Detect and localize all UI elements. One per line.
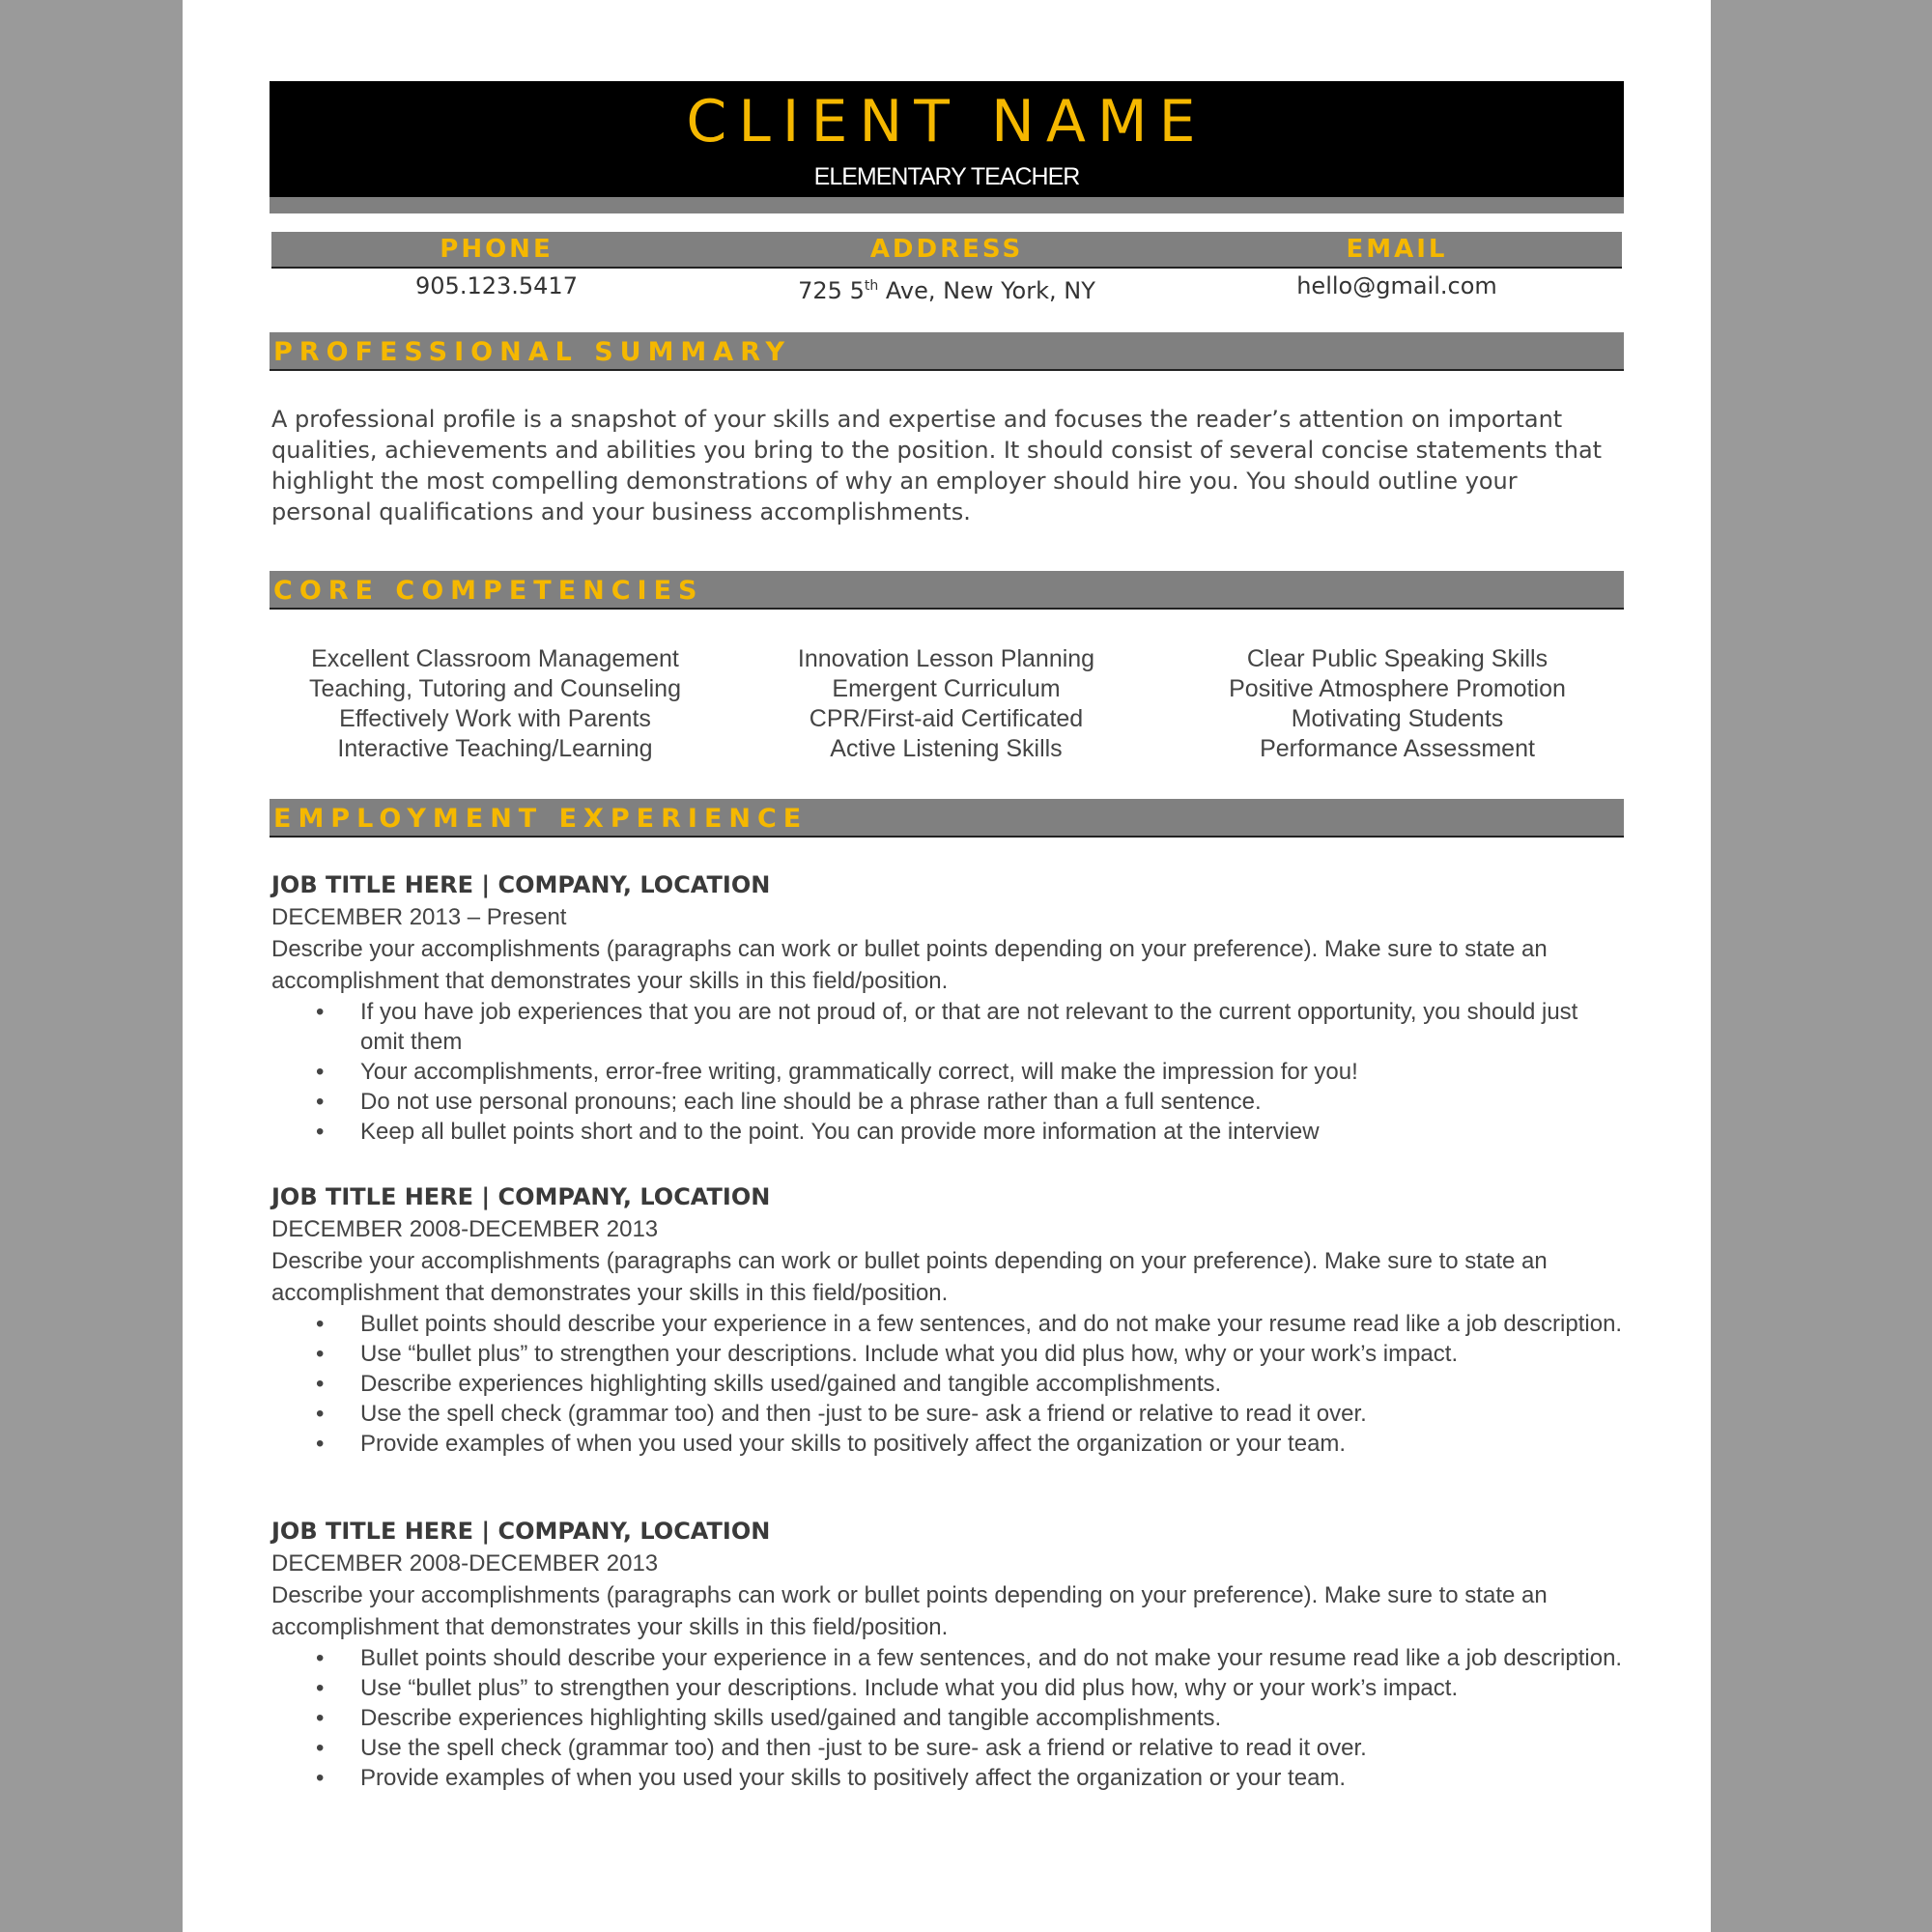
competency-item: Performance Assessment	[1260, 735, 1535, 762]
address-label: ADDRESS	[869, 235, 1024, 264]
job-entry-2	[271, 1179, 1624, 1459]
bullet-item: • Do not use personal pronouns; each line should be a phrase rather than a full sentence.	[360, 1087, 1624, 1117]
client-name: CLIENT NAME	[686, 88, 1208, 156]
competency-column	[721, 644, 1172, 764]
address-ordinal: th	[864, 278, 879, 294]
summary-text: A professional profile is a snapshot of your skills and expertise and focuses the reader’s attention on important qualities, achievements and abilities you bring to the position. It should consist of several concise statements that highlight the most compelling demonstrations of why an employer should hire you. You should outline your personal qualifications and your business accomplishments.	[271, 406, 1603, 526]
bullet-item: • Describe experiences highlighting skills used/gained and tangible accomplishments.	[360, 1703, 1624, 1733]
competency-item: Teaching, Tutoring and Counseling	[309, 675, 681, 702]
job-heading: JOB TITLE HERE | COMPANY, LOCATION	[271, 871, 771, 898]
bullet-item: • Your accomplishments, error-free writing, grammatically correct, will make the impression for you!	[360, 1057, 1624, 1087]
competencies-grid	[270, 644, 1624, 764]
competency-item: Active Listening Skills	[830, 735, 1063, 762]
section-header-summary: PROFESSIONAL SUMMARY	[270, 332, 1624, 371]
bullet-item: • Describe experiences highlighting skills used/gained and tangible accomplishments.	[360, 1369, 1624, 1399]
competency-item: Emergent Curriculum	[832, 675, 1061, 702]
competency-item: Excellent Classroom Management	[311, 645, 679, 672]
job-bullets	[271, 997, 1624, 1147]
bullet-item: • Provide examples of when you used your skills to positively affect the organization or your team.	[360, 1429, 1624, 1459]
email-value: hello@gmail.com	[1296, 272, 1497, 299]
competency-item: Positive Atmosphere Promotion	[1229, 675, 1566, 702]
job-bullets	[271, 1643, 1624, 1793]
bullet-item: • Bullet points should describe your experience in a few sentences, and do not make your resume read like a job description.	[360, 1309, 1624, 1339]
competency-item: Effectively Work with Parents	[339, 705, 651, 732]
competency-column	[1172, 644, 1623, 764]
contact-table	[271, 232, 1622, 303]
bullet-item: • Bullet points should describe your experience in a few sentences, and do not make your resume read like a job description.	[360, 1643, 1624, 1673]
competency-item: Innovation Lesson Planning	[797, 645, 1095, 672]
bullet-item: • Keep all bullet points short and to the point. You can provide more information at the interview	[360, 1117, 1624, 1147]
section-header-competencies: CORE COMPETENCIES	[270, 571, 1624, 610]
job-description: Describe your accomplishments (paragraphs can work or bullet points depending on your preference). Make sure to state an accomplishment that demonstrates your skills in this field/position.	[271, 1582, 1548, 1640]
address-value	[722, 269, 1172, 303]
job-dates: DECEMBER 2008-DECEMBER 2013	[271, 1216, 659, 1242]
bullet-item: • If you have job experiences that you are not proud of, or that are not relevant to the current opportunity, you should just omit them	[360, 997, 1624, 1057]
competency-item: Interactive Teaching/Learning	[337, 735, 653, 762]
job-description: Describe your accomplishments (paragraphs can work or bullet points depending on your preference). Make sure to state an accomplishment that demonstrates your skills in this field/position.	[271, 1248, 1548, 1306]
job-heading: JOB TITLE HERE | COMPANY, LOCATION	[271, 1518, 771, 1545]
resume-page	[183, 0, 1711, 1932]
job-title: ELEMENTARY TEACHER	[813, 163, 1080, 190]
address-number: 725 5	[798, 277, 865, 304]
bullet-item: • Use “bullet plus” to strengthen your descriptions. Include what you did plus how, why or your work’s impact.	[360, 1339, 1624, 1369]
competency-item: Clear Public Speaking Skills	[1246, 645, 1548, 672]
job-dates: DECEMBER 2008-DECEMBER 2013	[271, 1550, 659, 1577]
banner-underline	[270, 197, 1624, 213]
bullet-item: • Use the spell check (grammar too) and then -just to be sure- ask a friend or relative to read it over.	[360, 1399, 1624, 1429]
phone-value: 905.123.5417	[415, 272, 578, 299]
email-label: EMAIL	[1346, 235, 1448, 264]
address-rest: Ave, New York, NY	[878, 277, 1095, 304]
bullet-item: • Use “bullet plus” to strengthen your descriptions. Include what you did plus how, why or your work’s impact.	[360, 1673, 1624, 1703]
job-description: Describe your accomplishments (paragraphs can work or bullet points depending on your preference). Make sure to state an accomplishment that demonstrates your skills in this field/position.	[271, 936, 1548, 994]
contact-values-row	[271, 269, 1622, 303]
job-entry-3	[271, 1514, 1624, 1793]
competency-item: Motivating Students	[1291, 705, 1504, 732]
bullet-item: • Use the spell check (grammar too) and then -just to be sure- ask a friend or relative to read it over.	[360, 1733, 1624, 1763]
job-bullets	[271, 1309, 1624, 1459]
phone-label: PHONE	[440, 235, 554, 264]
job-heading: JOB TITLE HERE | COMPANY, LOCATION	[271, 1183, 771, 1210]
competency-item: CPR/First-aid Certificated	[809, 705, 1084, 732]
job-dates: DECEMBER 2013 – Present	[271, 904, 567, 930]
contact-header-row	[271, 232, 1622, 269]
bullet-item: • Provide examples of when you used your skills to positively affect the organization or your team.	[360, 1763, 1624, 1793]
job-entry-1	[271, 867, 1624, 1147]
competency-column	[270, 644, 721, 764]
section-header-experience: EMPLOYMENT EXPERIENCE	[270, 799, 1624, 838]
